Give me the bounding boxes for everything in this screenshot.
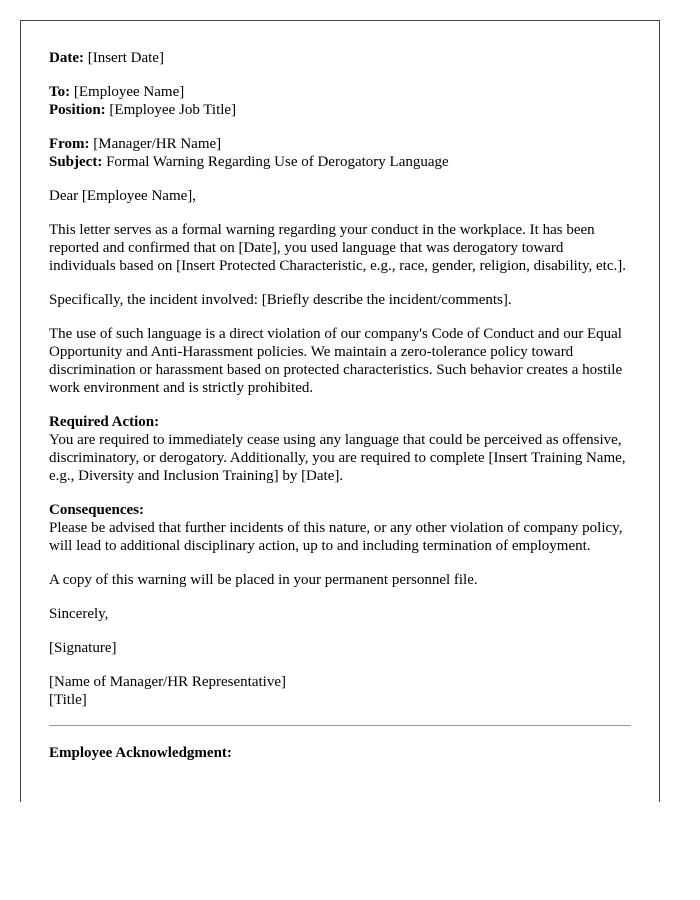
consequences-text: Please be advised that further incidents of this nature, or any other violation of company policy, will lead to additional disciplinary action, up to and including termination of employment. xyxy=(49,520,623,554)
from-label: From: xyxy=(49,136,90,152)
subject-label: Subject: xyxy=(49,154,103,170)
recipient-block xyxy=(49,83,631,119)
acknowledgment-heading: Employee Acknowledgment: xyxy=(49,745,232,761)
consequences-heading: Consequences: xyxy=(49,502,145,518)
paragraph-conduct: This letter serves as a formal warning regarding your conduct in the workplace. It has been reported and confirmed that on [Date], you used language that was derogatory toward individuals based on [Insert Protected Characteristic, e.g., race, gender, religion, disability, etc.]. xyxy=(49,222,626,274)
paragraph-incident: Specifically, the incident involved: [Briefly describe the incident/comments]. xyxy=(49,292,512,308)
date-value: [Insert Date] xyxy=(87,50,164,66)
to-line xyxy=(49,83,631,101)
date-label: Date: xyxy=(49,50,84,66)
signature-placeholder: [Signature] xyxy=(49,640,117,656)
warning-letter xyxy=(20,20,660,802)
sender-block xyxy=(49,135,631,171)
subject-line xyxy=(49,153,631,171)
required-action-heading: Required Action: xyxy=(49,414,160,430)
sign-off: Sincerely, xyxy=(49,606,109,622)
to-value: [Employee Name] xyxy=(73,84,185,100)
position-line xyxy=(49,101,631,119)
from-line xyxy=(49,135,631,153)
date-line xyxy=(49,49,631,67)
signer-block xyxy=(49,673,631,709)
section-divider xyxy=(49,725,631,726)
position-label: Position: xyxy=(49,102,106,118)
signer-name: [Name of Manager/HR Representative] xyxy=(49,674,286,690)
signer-title: [Title] xyxy=(49,692,87,708)
required-action-section xyxy=(49,413,631,485)
position-value: [Employee Job Title] xyxy=(109,102,237,118)
consequences-section xyxy=(49,501,631,555)
greeting: Dear [Employee Name], xyxy=(49,188,197,204)
required-action-text: You are required to immediately cease using any language that could be perceived as offensive, discriminatory, or derogatory. Additionally, you are required to complete [Insert Training Name, e.g., Diversity and Inclusion Training] by [Date]. xyxy=(49,432,626,484)
subject-value: Formal Warning Regarding Use of Derogatory Language xyxy=(106,154,449,170)
to-label: To: xyxy=(49,84,71,100)
file-note: A copy of this warning will be placed in your permanent personnel file. xyxy=(49,572,478,588)
from-value: [Manager/HR Name] xyxy=(93,136,222,152)
paragraph-policy: The use of such language is a direct violation of our company's Code of Conduct and our Equal Opportunity and Anti-Harassment policies. We maintain a zero-tolerance policy toward discrimination or harassment based on protected characteristics. Such behavior creates a hostile work environment and is strictly prohibited. xyxy=(49,326,623,396)
